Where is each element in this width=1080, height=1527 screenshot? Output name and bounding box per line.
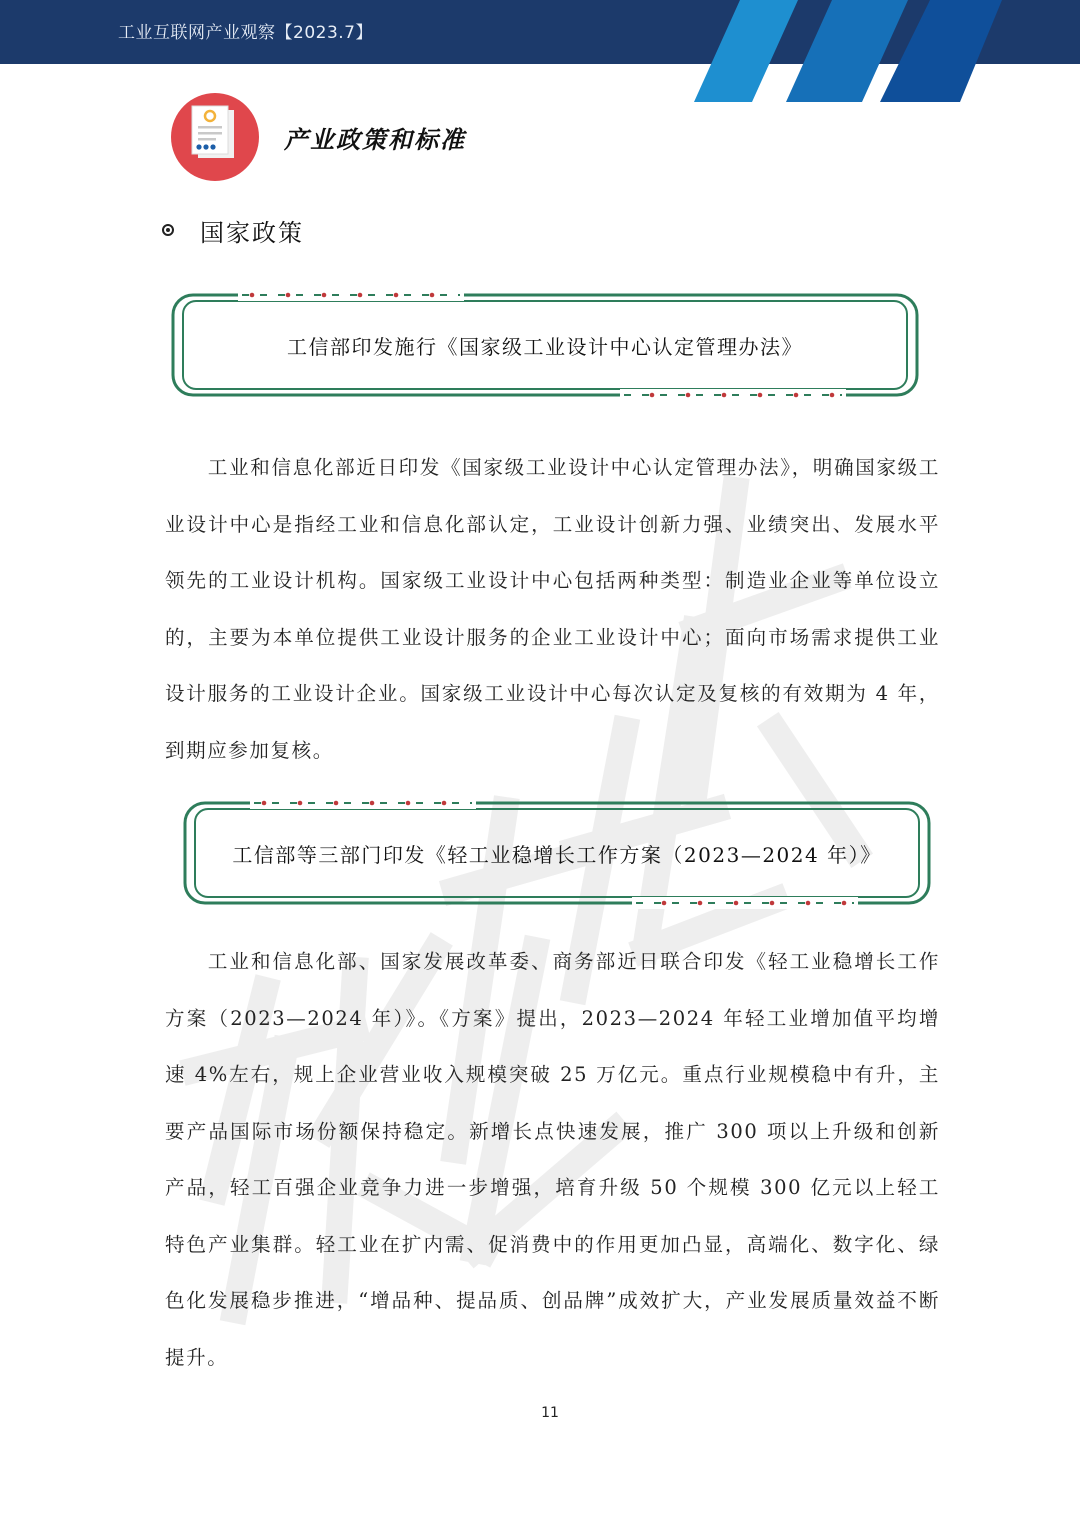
page-number: 11: [541, 1405, 559, 1421]
article-heading-frame-1: [170, 288, 920, 402]
circle-bullet-icon: [162, 224, 174, 236]
article-body-2: [165, 934, 940, 1386]
section-title: 产业政策和标准: [284, 126, 466, 154]
report-title: 工业互联网产业观察【2023.7】: [118, 23, 373, 43]
article-heading-frame-2: [182, 796, 932, 910]
subheading-text: 国家政策: [200, 218, 304, 247]
section-badge: [170, 92, 260, 182]
subheading: [162, 210, 304, 250]
article-paragraph: 工业和信息化部近日印发《国家级工业设计中心认定管理办法》，明确国家级工业设计中心是指经工业和信息化部认定，工业设计创新力强、业绩突出、发展水平领先的工业设计机构。国家级工业设计中心包括两种类型：制造业企业等单位设立的，主要为本单位提供工业设计服务的企业工业设计中心；面向市场需求提供工业设计服务的工业设计企业。国家级工业设计中心每次认定及复核的有效期为 4 年，到期应参加复核。: [165, 456, 940, 762]
article-heading-1: 工信部印发施行《国家级工业设计中心认定管理办法》: [287, 334, 803, 359]
article-heading-2: 工信部等三部门印发《轻工业稳增长工作方案（2023—2024 年）》: [232, 842, 882, 867]
article-body-1: [165, 440, 940, 779]
article-paragraph: 工业和信息化部、国家发展改革委、商务部近日联合印发《轻工业稳增长工作方案（2023—2024 年）》。《方案》提出，2023—2024 年轻工业增加值平均增速 4%左右，规上企业营业收入规模突破 25 万亿元。重点行业规模稳中有升，主要产品国际市场份额保持稳定。新增长点快速发展，推广 300 项以上升级和创新产品，轻工百强企业竞争力进一步增强，培育升级 50 个规模 300 亿元以上轻工特色产业集群。轻工业在扩内需、促消费中的作用更加凸显，高端化、数字化、绿色化发展稳步推进，“增品种、提品质、创品牌”成效扩大，产业发展质量效益不断提升。: [165, 950, 940, 1369]
header-stripes: [0, 0, 1080, 102]
